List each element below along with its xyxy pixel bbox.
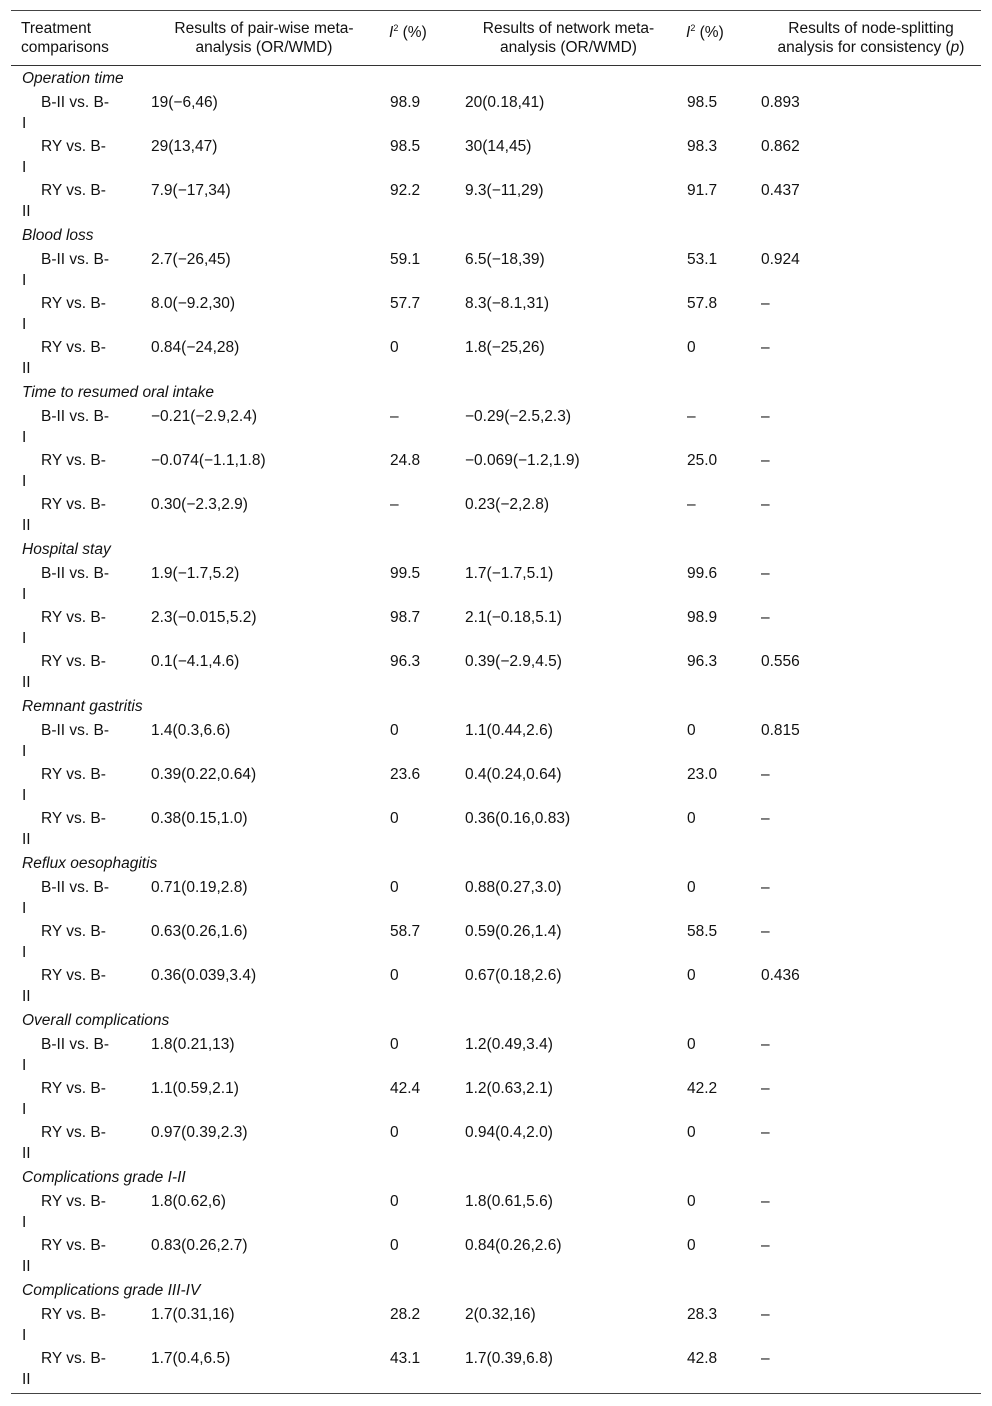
consistency-p: – [761, 452, 770, 469]
table-row [11, 1077, 981, 1121]
network-result: 1.7(0.39,6.8) [465, 1350, 553, 1367]
i2-network: 99.6 [687, 565, 718, 582]
pairwise-result: 1.7(0.4,6.5) [151, 1350, 231, 1367]
pairwise-result: 0.97(0.39,2.3) [151, 1124, 248, 1141]
network-result: 0.36(0.16,0.83) [465, 810, 571, 827]
header-col2-line2: analysis (OR/WMD) [195, 39, 333, 56]
table-row [11, 920, 981, 964]
i2-pairwise: 42.4 [390, 1080, 421, 1097]
header-node-splitting [761, 11, 981, 65]
header-col5-suffix: (%) [695, 24, 724, 41]
network-result: 0.67(0.18,2.6) [465, 967, 562, 984]
consistency-p: – [761, 1237, 770, 1254]
header-network [451, 11, 686, 65]
network-result: 30(14,45) [465, 138, 532, 155]
header-col6-line2-suffix: ) [959, 39, 965, 56]
network-result: 20(0.18,41) [465, 94, 545, 111]
group-title: Overall complications [22, 1012, 170, 1029]
pairwise-result: 0.36(0.039,3.4) [151, 967, 257, 984]
network-result: 0.88(0.27,3.0) [465, 879, 562, 896]
header-col3-i: I [389, 24, 394, 41]
table-row [11, 1303, 981, 1347]
comparison-suffix: II [22, 1371, 31, 1388]
i2-network: 96.3 [687, 653, 718, 670]
comparison-label: B-II vs. B- [41, 94, 110, 111]
network-result: 1.8(−25,26) [465, 339, 545, 356]
i2-pairwise: 99.5 [390, 565, 421, 582]
comparison-label: RY vs. B- [41, 182, 106, 199]
pairwise-result: 1.8(0.62,6) [151, 1193, 226, 1210]
table-row [11, 606, 981, 650]
i2-pairwise: 0 [390, 1124, 399, 1141]
table-row [11, 179, 981, 223]
i2-network: 0 [687, 879, 696, 896]
pairwise-result: −0.21(−2.9,2.4) [151, 408, 257, 425]
consistency-p: – [761, 408, 770, 425]
comparison-label: RY vs. B- [41, 1350, 106, 1367]
i2-network: 42.2 [687, 1080, 718, 1097]
i2-pairwise: 98.7 [390, 609, 421, 626]
comparison-label: RY vs. B- [41, 295, 106, 312]
network-result: 1.8(0.61,5.6) [465, 1193, 553, 1210]
pairwise-result: 1.7(0.31,16) [151, 1306, 235, 1323]
i2-pairwise: 28.2 [390, 1306, 421, 1323]
comparison-label: RY vs. B- [41, 1237, 106, 1254]
group-title: Blood loss [22, 227, 94, 244]
comparison-label: RY vs. B- [41, 766, 106, 783]
consistency-p: 0.893 [761, 94, 800, 111]
i2-network: 98.9 [687, 609, 718, 626]
table-row [11, 650, 981, 694]
header-col4-line1: Results of network meta- [482, 20, 655, 37]
i2-network: 0 [687, 1237, 696, 1254]
network-result: −0.29(−2.5,2.3) [465, 408, 571, 425]
i2-network: 0 [687, 1193, 696, 1210]
pairwise-result: 2.3(−0.015,5.2) [151, 609, 257, 626]
i2-network: 28.3 [687, 1306, 718, 1323]
header-col5-i: I [686, 24, 691, 41]
pairwise-result: 0.30(−2.3,2.9) [151, 496, 248, 513]
comparison-label: RY vs. B- [41, 810, 106, 827]
pairwise-result: 1.1(0.59,2.1) [151, 1080, 239, 1097]
consistency-p: – [761, 766, 770, 783]
comparison-suffix: I [22, 1101, 27, 1118]
network-result: 0.23(−2,2.8) [465, 496, 550, 513]
pairwise-result: 0.63(0.26,1.6) [151, 923, 248, 940]
network-result: 2(0.32,16) [465, 1306, 536, 1323]
comparison-suffix: I [22, 586, 27, 603]
header-col1-line2: comparisons [21, 39, 109, 56]
table-row [11, 1033, 981, 1077]
comparison-suffix: I [22, 1057, 27, 1074]
i2-pairwise: 0 [390, 1237, 399, 1254]
i2-network: 91.7 [687, 182, 718, 199]
pairwise-result: 0.38(0.15,1.0) [151, 810, 248, 827]
table-row [11, 876, 981, 920]
header-col5-sup: 2 [690, 23, 696, 33]
pairwise-result: 0.39(0.22,0.64) [151, 766, 257, 783]
header-treatment-comparisons [11, 11, 139, 65]
group-title: Complications grade III-IV [22, 1282, 201, 1299]
i2-pairwise: 23.6 [390, 766, 421, 783]
pairwise-result: −0.074(−1.1,1.8) [151, 452, 266, 469]
comparison-label: RY vs. B- [41, 138, 106, 155]
consistency-p: 0.436 [761, 967, 800, 984]
header-pairwise [139, 11, 389, 65]
table-row [11, 1234, 981, 1278]
table-row [11, 1121, 981, 1165]
comparison-label: RY vs. B- [41, 1193, 106, 1210]
group-title: Remnant gastritis [22, 698, 143, 715]
pairwise-result: 0.84(−24,28) [151, 339, 240, 356]
comparison-suffix: I [22, 316, 27, 333]
comparison-suffix: II [22, 517, 31, 534]
consistency-p: – [761, 810, 770, 827]
comparison-label: RY vs. B- [41, 923, 106, 940]
consistency-p: – [761, 1350, 770, 1367]
comparison-label: RY vs. B- [41, 339, 106, 356]
i2-network: 0 [687, 810, 696, 827]
comparison-label: B-II vs. B- [41, 879, 110, 896]
network-result: 1.2(0.49,3.4) [465, 1036, 553, 1053]
pairwise-result: 7.9(−17,34) [151, 182, 231, 199]
i2-pairwise: 58.7 [390, 923, 421, 940]
i2-pairwise: 0 [390, 1036, 399, 1053]
consistency-p: 0.862 [761, 138, 800, 155]
i2-network: 98.3 [687, 138, 718, 155]
comparison-label: RY vs. B- [41, 452, 106, 469]
table-row [11, 1190, 981, 1234]
table-row [11, 336, 981, 380]
comparison-suffix: I [22, 787, 27, 804]
table-row [11, 719, 981, 763]
network-result: 1.1(0.44,2.6) [465, 722, 553, 739]
network-result: 9.3(−11,29) [465, 182, 544, 199]
comparison-suffix: II [22, 203, 31, 220]
comparison-suffix: I [22, 743, 27, 760]
consistency-p: – [761, 923, 770, 940]
comparison-label: RY vs. B- [41, 496, 106, 513]
consistency-p: 0.815 [761, 722, 800, 739]
comparison-suffix: II [22, 674, 31, 691]
pairwise-result: 8.0(−9.2,30) [151, 295, 236, 312]
i2-pairwise: – [390, 408, 399, 425]
comparison-label: B-II vs. B- [41, 1036, 110, 1053]
table-row [11, 91, 981, 135]
header-i2-pairwise [389, 11, 451, 65]
table-row [11, 292, 981, 336]
comparison-suffix: I [22, 429, 27, 446]
i2-network: – [687, 408, 696, 425]
results-table [11, 10, 981, 1394]
comparison-suffix: II [22, 1258, 31, 1275]
pairwise-result: 29(13,47) [151, 138, 218, 155]
comparison-label: RY vs. B- [41, 653, 106, 670]
i2-network: 0 [687, 1124, 696, 1141]
group-title: Hospital stay [22, 541, 111, 558]
table-body [11, 66, 981, 1393]
i2-pairwise: 0 [390, 967, 399, 984]
network-result: 2.1(−0.18,5.1) [465, 609, 562, 626]
i2-pairwise: 98.5 [390, 138, 421, 155]
consistency-p: 0.437 [761, 182, 800, 199]
header-col4-line2: analysis (OR/WMD) [500, 39, 637, 56]
table-row [11, 807, 981, 851]
comparison-suffix: I [22, 1214, 27, 1231]
network-result: 0.59(0.26,1.4) [465, 923, 562, 940]
network-result: 0.4(0.24,0.64) [465, 766, 562, 783]
header-col3-suffix: (%) [398, 24, 427, 41]
comparison-label: RY vs. B- [41, 1124, 106, 1141]
consistency-p: – [761, 496, 770, 513]
i2-network: 42.8 [687, 1350, 718, 1367]
table-bottom-rule [11, 1393, 981, 1394]
table-row [11, 135, 981, 179]
header-i2-network [686, 11, 761, 65]
table-row [11, 248, 981, 292]
i2-pairwise: 92.2 [390, 182, 421, 199]
network-result: 0.94(0.4,2.0) [465, 1124, 553, 1141]
i2-pairwise: 57.7 [390, 295, 421, 312]
network-result: 0.84(0.26,2.6) [465, 1237, 562, 1254]
comparison-label: RY vs. B- [41, 609, 106, 626]
table-row [11, 493, 981, 537]
i2-network: – [687, 496, 696, 513]
network-result: −0.069(−1.2,1.9) [465, 452, 580, 469]
comparison-suffix: II [22, 1145, 31, 1162]
comparison-suffix: II [22, 988, 31, 1005]
pairwise-result: 0.71(0.19,2.8) [151, 879, 248, 896]
comparison-suffix: I [22, 473, 27, 490]
comparison-suffix: I [22, 900, 27, 917]
consistency-p: 0.556 [761, 653, 800, 670]
consistency-p: 0.924 [761, 251, 800, 268]
consistency-p: – [761, 565, 770, 582]
pairwise-result: 0.1(−4.1,4.6) [151, 653, 240, 670]
comparison-suffix: I [22, 272, 27, 289]
comparison-label: B-II vs. B- [41, 251, 110, 268]
consistency-p: – [761, 1080, 770, 1097]
i2-pairwise: 0 [390, 1193, 399, 1210]
group-title: Time to resumed oral intake [22, 384, 214, 401]
header-col1-line1: Treatment [21, 20, 92, 37]
i2-pairwise: 0 [390, 879, 399, 896]
pairwise-result: 2.7(−26,45) [151, 251, 231, 268]
i2-pairwise: 98.9 [390, 94, 421, 111]
pairwise-result: 1.9(−1.7,5.2) [151, 565, 240, 582]
network-result: 1.2(0.63,2.1) [465, 1080, 553, 1097]
i2-network: 0 [687, 722, 696, 739]
i2-network: 0 [687, 967, 696, 984]
i2-pairwise: 0 [390, 339, 399, 356]
comparison-suffix: I [22, 630, 27, 647]
i2-network: 0 [687, 1036, 696, 1053]
i2-network: 58.5 [687, 923, 718, 940]
i2-pairwise: 43.1 [390, 1350, 421, 1367]
i2-pairwise: 0 [390, 810, 399, 827]
comparison-suffix: II [22, 360, 31, 377]
table-row [11, 405, 981, 449]
comparison-suffix: I [22, 115, 27, 132]
pairwise-result: 0.83(0.26,2.7) [151, 1237, 248, 1254]
table-row [11, 449, 981, 493]
network-result: 0.39(−2.9,4.5) [465, 653, 562, 670]
i2-pairwise: 96.3 [390, 653, 421, 670]
table-row [11, 763, 981, 807]
group-title: Reflux oesophagitis [22, 855, 158, 872]
group-title: Operation time [22, 70, 124, 87]
i2-network: 25.0 [687, 452, 718, 469]
table-header [11, 11, 981, 65]
header-col3-sup: 2 [393, 23, 399, 33]
consistency-p: – [761, 1036, 770, 1053]
comparison-label: B-II vs. B- [41, 565, 110, 582]
header-col6-line1: Results of node-splitting [788, 20, 954, 37]
header-col6-line2-prefix: analysis for consistency ( [777, 39, 951, 56]
comparison-label: B-II vs. B- [41, 408, 110, 425]
comparison-suffix: I [22, 944, 27, 961]
header-col2-line1: Results of pair-wise meta- [174, 20, 354, 37]
comparison-suffix: I [22, 159, 27, 176]
consistency-p: – [761, 295, 770, 312]
consistency-p: – [761, 879, 770, 896]
i2-network: 23.0 [687, 766, 718, 783]
i2-pairwise: – [390, 496, 399, 513]
pairwise-result: 1.4(0.3,6.6) [151, 722, 231, 739]
i2-network: 57.8 [687, 295, 718, 312]
comparison-label: RY vs. B- [41, 1306, 106, 1323]
network-result: 8.3(−8.1,31) [465, 295, 550, 312]
network-result: 6.5(−18,39) [465, 251, 545, 268]
i2-pairwise: 0 [390, 722, 399, 739]
consistency-p: – [761, 339, 770, 356]
table-row [11, 964, 981, 1008]
comparison-suffix: I [22, 1327, 27, 1344]
network-result: 1.7(−1.7,5.1) [465, 565, 554, 582]
comparison-label: RY vs. B- [41, 1080, 106, 1097]
consistency-p: – [761, 1124, 770, 1141]
header-col6-p: p [950, 39, 960, 56]
consistency-p: – [761, 1193, 770, 1210]
table-row [11, 562, 981, 606]
pairwise-result: 1.8(0.21,13) [151, 1036, 235, 1053]
comparison-suffix: II [22, 831, 31, 848]
table-row [11, 1347, 981, 1393]
i2-pairwise: 24.8 [390, 452, 421, 469]
i2-network: 98.5 [687, 94, 718, 111]
pairwise-result: 19(−6,46) [151, 94, 218, 111]
comparison-label: B-II vs. B- [41, 722, 110, 739]
i2-network: 0 [687, 339, 696, 356]
consistency-p: – [761, 1306, 770, 1323]
i2-pairwise: 59.1 [390, 251, 421, 268]
consistency-p: – [761, 609, 770, 626]
group-title: Complications grade I-II [22, 1169, 186, 1186]
i2-network: 53.1 [687, 251, 718, 268]
comparison-label: RY vs. B- [41, 967, 106, 984]
